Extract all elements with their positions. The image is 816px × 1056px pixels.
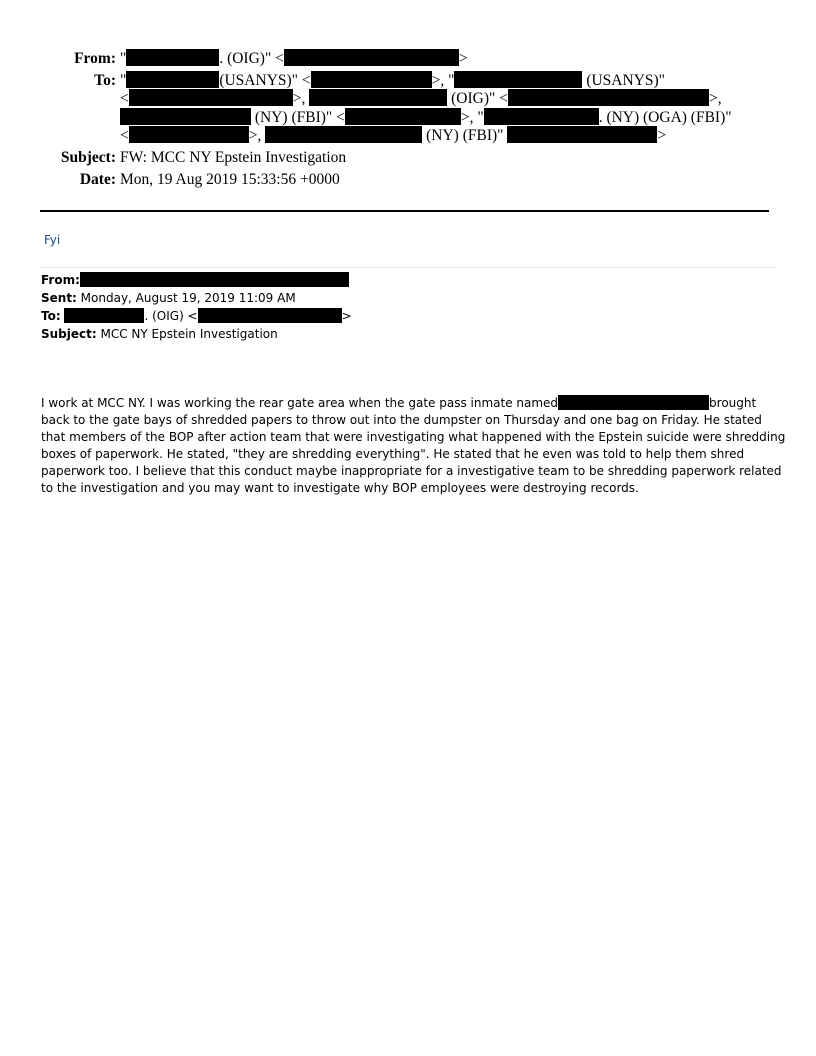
body-line: back to the gate bays of shredded papers to throw out into the dumpster on Thursday and one bag on Friday. He stated: [41, 413, 762, 427]
redaction-block: [309, 89, 447, 106]
message-body: [41, 395, 786, 497]
redaction-block: [129, 126, 249, 143]
inner-from-line: From:: [41, 271, 349, 289]
redaction-block: [454, 71, 582, 88]
date-value: Mon, 19 Aug 2019 15:33:56 +0000: [120, 171, 340, 188]
redaction-block: [198, 308, 342, 323]
body-line: that members of the BOP after action team that were investigating what happened with the Epstein suicide were shredding: [41, 430, 786, 444]
redaction-block: [120, 108, 251, 125]
redaction-block: [265, 126, 422, 143]
to-value-line-1: " (USANYS)" < >, " (USANYS)": [120, 72, 665, 89]
redaction-block: [126, 49, 219, 66]
redaction-block: [345, 108, 461, 125]
to-value-line-4: < >, (NY) (FBI)" >: [120, 127, 667, 144]
from-value: " . (OIG)" < >: [120, 50, 468, 67]
redaction-block: [80, 272, 349, 287]
fyi-note: Fyi: [44, 233, 61, 247]
redaction-block: [311, 71, 432, 88]
redaction-block: [484, 108, 599, 125]
subject-value: FW: MCC NY Epstein Investigation: [120, 149, 347, 166]
inner-sent-line: Sent: Monday, August 19, 2019 11:09 AM: [41, 291, 296, 305]
body-line: I work at MCC NY. I was working the rear gate area when the gate pass inmate named brought: [41, 396, 757, 410]
inner-to-line: To: . (OIG) < >: [41, 309, 352, 323]
body-line: paperwork too. I believe that this conduct maybe inappropriate for a investigative team to be shredding paperwork related: [41, 464, 782, 478]
quoted-divider: [40, 267, 776, 268]
redaction-block: [64, 308, 144, 323]
redaction-block: [508, 89, 709, 106]
to-value-line-3: (NY) (FBI)" < >, " . (NY) (OGA) (FBI)": [120, 108, 732, 128]
redaction-block: [284, 49, 459, 66]
date-label: Date:: [79, 171, 116, 188]
redaction-block: [558, 395, 709, 410]
subject-label: Subject:: [60, 149, 116, 166]
inner-subject-line: Subject: MCC NY Epstein Investigation: [41, 327, 278, 341]
from-label: From:: [74, 50, 116, 67]
redaction-block: [126, 71, 219, 88]
to-label: To:: [94, 72, 116, 89]
to-value-line-2: < >, (OIG)" < >,: [120, 90, 722, 107]
body-line: boxes of paperwork. He stated, "they are shredding everything". He stated that he even was told to help them shred: [41, 447, 745, 461]
header-divider: [40, 210, 769, 212]
redaction-block: [507, 126, 657, 143]
body-line: to the investigation and you may want to investigate why BOP employees were destroying records.: [41, 481, 639, 495]
redaction-block: [129, 89, 293, 106]
